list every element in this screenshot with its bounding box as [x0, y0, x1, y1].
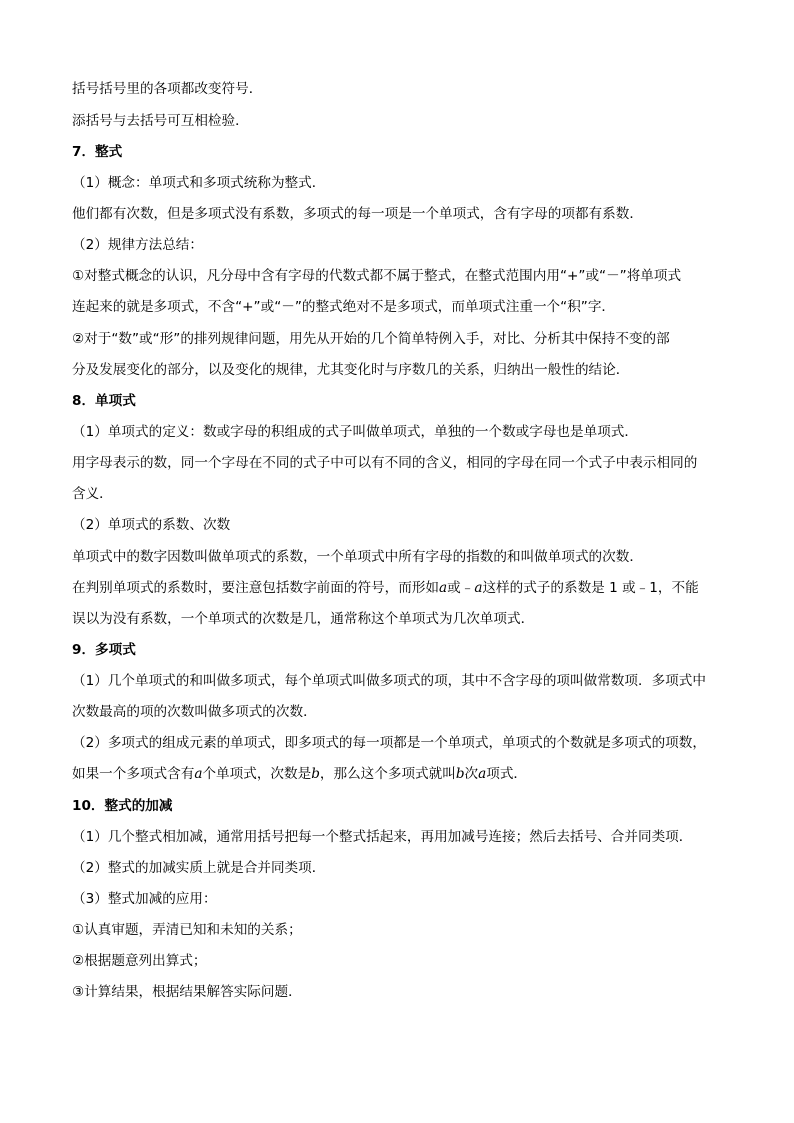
text-line: 分及发展变化的部分，以及变化的规律，尤其变化时与序数几的关系，归纳出一般性的结论． [72, 362, 630, 378]
text-line: （1）几个整式相加减，通常用括号把每一个整式括起来，再用加减号连接；然后去括号、合并同类项． [72, 829, 693, 845]
text-line: 次数最高的项的次数叫做多项式的次数． [72, 704, 317, 720]
text-line: （1）几个单项式的和叫做多项式，每个单项式叫做多项式的项，其中不含字母的项叫做常数项．多项式中 [72, 673, 706, 689]
math-variable: a [194, 766, 203, 782]
text-line: （2）单项式的系数、次数 [72, 517, 231, 533]
section-heading-7: 7．整式 [72, 144, 123, 160]
text-line: 连起来的就是多项式，不含“+”或“－”的整式绝对不是多项式，而单项式注重一个“积”字． [72, 299, 616, 315]
text-line: （2）多项式的组成元素的单项式，即多项式的每一项都是一个单项式，单项式的个数就是多项式的项数， [72, 735, 706, 751]
text-line: 含义． [72, 486, 113, 502]
text-line: （2）规律方法总结： [72, 237, 203, 253]
text-segment: 个单项式，次数是 [202, 766, 312, 782]
text-line: 用字母表示的数，同一个字母在不同的式子中可以有不同的含义，相同的字母在同一个式子中表示相同的 [72, 455, 698, 471]
text-line: ①对整式概念的认识，凡分母中含有字母的代数式都不属于整式，在整式范围内用“+”或“－”将单项式 [72, 268, 682, 284]
text-line: （1）概念：单项式和多项式统称为整式． [72, 175, 326, 191]
math-variable: a [478, 766, 487, 782]
text-line: 括号括号里的各项都改变符号． [72, 81, 263, 97]
section-heading-9: 9．多项式 [72, 642, 136, 658]
text-line: 添括号与去括号可互相检验． [72, 113, 249, 129]
text-segment: 这样的式子的系数是 1 或﹣1，不能 [482, 580, 699, 596]
text-segment: ，那么这个多项式就叫 [319, 766, 456, 782]
text-line: ①认真审题，弄清已知和未知的关系； [72, 922, 302, 938]
math-variable: a [474, 580, 483, 596]
text-line: ②对于“数”或“形”的排列规律问题，用先从开始的几个简单特例入手，对比、分析其中保持不变的部 [72, 331, 670, 347]
text-segment: 如果一个多项式含有 [72, 766, 195, 782]
text-line: 他们都有次数，但是多项式没有系数，多项式的每一项是一个单项式，含有字母的项都有系数． [72, 206, 643, 222]
text-line: （3）整式加减的应用： [72, 891, 217, 907]
text-line [72, 579, 699, 597]
text-line: （1）单项式的定义：数或字母的积组成的式子叫做单项式，单独的一个数或字母也是单项式． [72, 424, 638, 440]
text-segment: 次 [464, 766, 479, 782]
math-variable: b [455, 766, 465, 782]
text-line [72, 765, 527, 783]
section-heading-10: 10．整式的加减 [72, 798, 173, 814]
text-line: ③计算结果，根据结果解答实际问题． [72, 984, 302, 1000]
text-segment: 在判别单项式的系数时，要注意包括数字前面的符号，而形如 [72, 580, 440, 596]
text-segment: 项式． [486, 766, 528, 782]
text-line: 误以为没有系数，一个单项式的次数是几，通常称这个单项式为几次单项式． [72, 611, 535, 627]
text-line: ②根据题意列出算式； [72, 953, 207, 969]
text-segment: 或﹣ [447, 580, 475, 596]
text-line: 单项式中的数字因数叫做单项式的系数，一个单项式中所有字母的指数的和叫做单项式的次数． [72, 549, 643, 565]
math-variable: b [311, 766, 320, 782]
text-line: （2）整式的加减实质上就是合并同类项． [72, 860, 326, 876]
section-heading-8: 8．单项式 [72, 393, 136, 409]
math-variable: a [439, 580, 448, 596]
